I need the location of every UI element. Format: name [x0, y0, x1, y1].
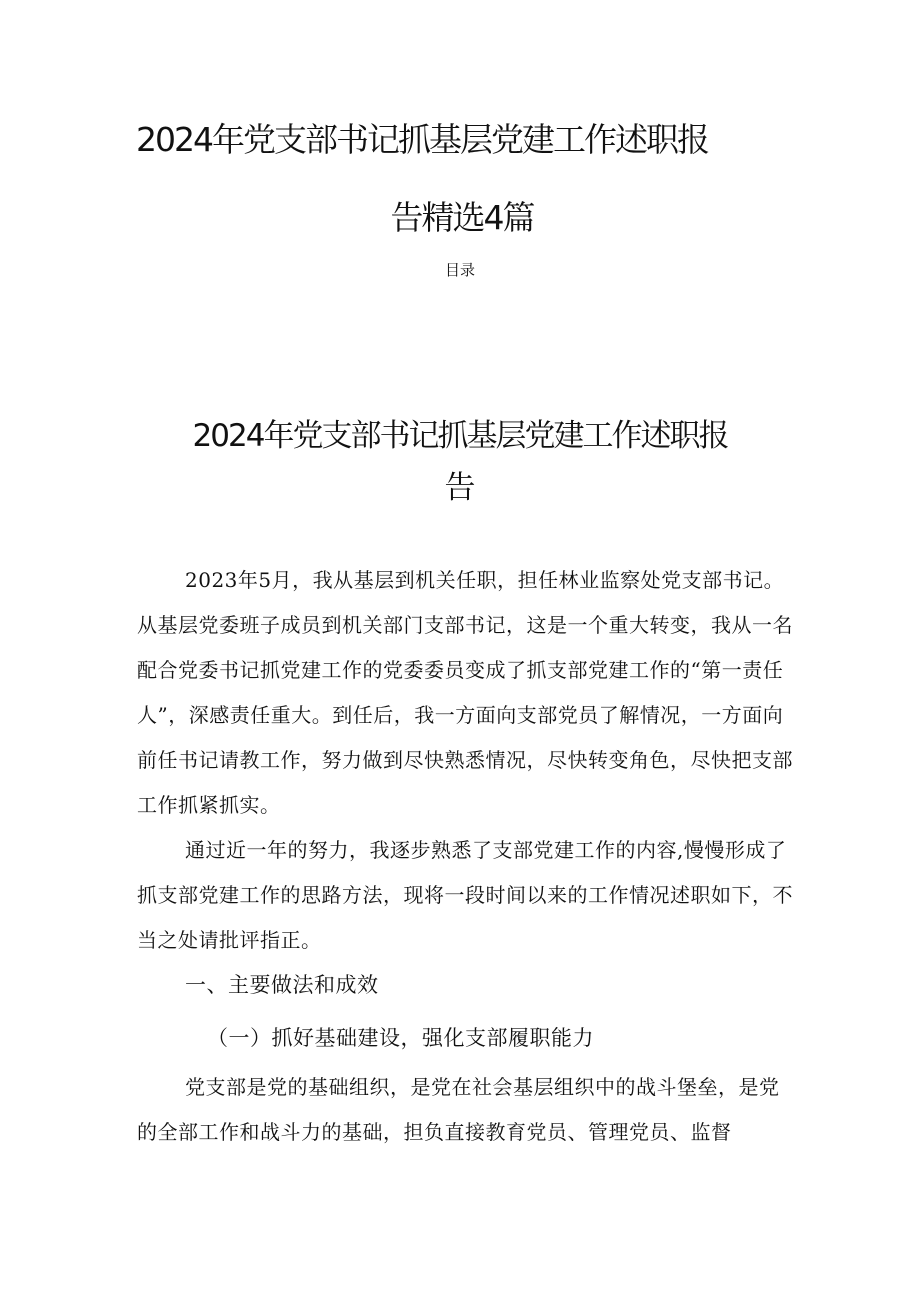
- section-heading: 一、主要做法和成效: [185, 973, 379, 997]
- table-of-contents-label: 目录: [444, 261, 475, 279]
- body-paragraph: 通过近一年的努力，我逐步熟悉了支部党建工作的内容,慢慢形成了抓支部党建工作的思路方法，现将一段时间以来的工作情况述职如下，不当之处请批评指正。: [137, 838, 793, 952]
- article-title-line-1: 2024年党支部书记抓基层党建工作述职报: [192, 418, 728, 454]
- document-title-line-2: [0, 196, 920, 240]
- article-body: [137, 558, 797, 1155]
- document-title-line-2-text: 告精选4篇: [390, 198, 534, 237]
- subsection-heading: （一）抓好基础建设，强化支部履职能力: [207, 1026, 594, 1050]
- article-title-line-2: 告: [444, 470, 476, 506]
- body-paragraph: 党支部是党的基础组织，是党在社会基层组织中的战斗堡垒，是党的全部工作和战斗力的基础，担负直接教育党员、管理党员、监督: [137, 1075, 780, 1144]
- body-paragraph: 2023年5月，我从基层到机关任职，担任林业监察处党支部书记。从基层党委班子成员到机关部门支部书记，这是一个重大转变，我从一名配合党委书记抓党建工作的党委委员变成了抓支部党建工作的“第一责任人”，深感责任重大。到任后，我一方面向支部党员了解情况，一方面向前任书记请教工作，努力做到尽快熟悉情况，尽快转变角色，尽快把支部工作抓紧抓实。: [137, 568, 793, 817]
- document-title-line-1: 2024年党支部书记抓基层党建工作述职报: [136, 120, 708, 159]
